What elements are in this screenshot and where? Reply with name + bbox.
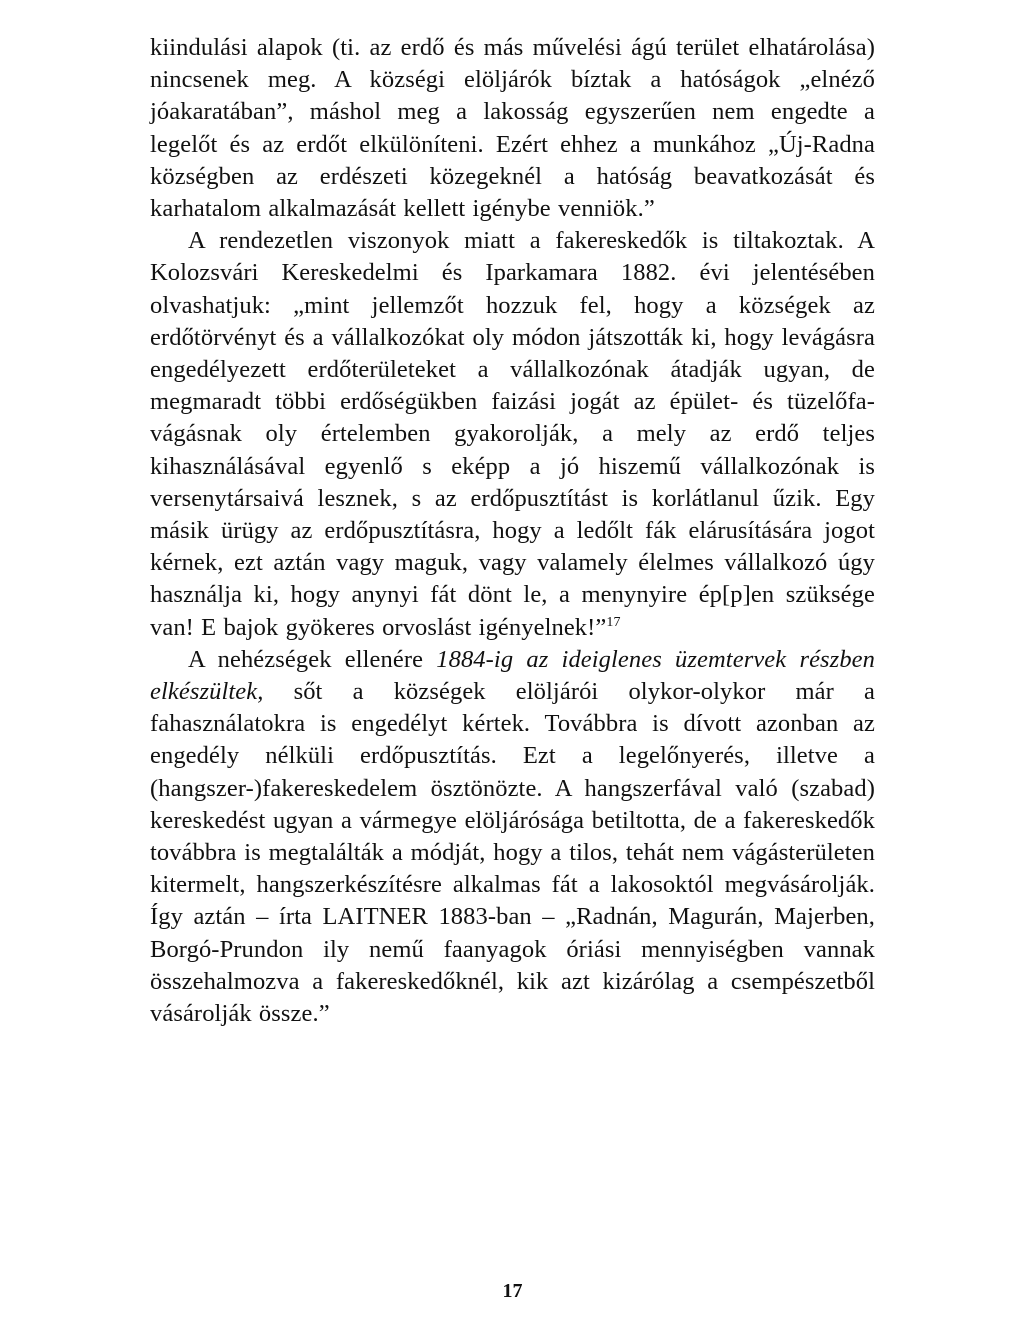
- paragraph-3-text-end: sőt a községek elöljárói olykor-olykor már a fahasználatokra is engedélyt kértek. Továbbra is dívott azonban az engedély nélküli erdőpusztítás. Ezt a legelőnyerés, illetve a (hangszer-)fakereskedelem ösztönözte. A hangszerfával való (szabad) kereskedést ugyan a vármegye elöljárósága betiltotta, de a fakereskedők továbbra is megtalálták a módját, hogy a tilos, tehát nem vágásterületen kitermelt, hangszerkészítésre alkalmas fát a lakosoktól megvásárolják. Így aztán – írta LAITNER 1883-ban – „Radnán, Magurán, Majerben, Borgó-Prundon ily nemű faanyagok óriási mennyiségben vannak összehalmozva a fakereskedőknél, kik azt kizárólag a csempészetből vásárolják össze.”: [150, 678, 875, 1028]
- paragraph-2: [150, 225, 875, 644]
- paragraph-3-italic-text: 1884-ig az ideiglenes üzemtervek részben elkészültek,: [150, 645, 875, 706]
- paragraph-3-text-start: A nehézségek ellenére: [188, 645, 437, 673]
- paragraph-1: [150, 32, 875, 225]
- footnote-marker[interactable]: 17: [606, 614, 621, 630]
- document-page: [150, 32, 875, 1312]
- paragraph-2-text: A rendezetlen viszonyok miatt a fakereskedők is tiltakoztak. A Kolozsvári Kereskedelmi és Iparkamara 1882. évi jelentésében olvashatjuk: „mint jellemzőt hozzuk fel, hogy a községek az erdőtörvényt és a vállalkozókat oly módon játszották ki, hogy levágásra engedélyezett erdőterületeket a vállalkozónak átadják ugyan, de megmaradt többi erdőségükben faizási jogát az épület- és tüzelőfa-vágásnak oly értelemben gyakorolják, a mely az erdő teljes kihasználásával egyenlő s eképp a jó hiszemű vállalkozónak is versenytársaivá lesznek, s az erdőpusztítást is korlátlanul űzik. Egy másik ürügy az erdőpusztításra, hogy a ledőlt fák elárusítására jogot kérnek, ezt aztán vagy maguk, vagy valamely élelmes vállalkozó úgy használja ki, hogy anynyi fát dönt le, a menynyire ép[p]en szüksége van! E bajok gyökeres orvoslást igényelnek!”: [150, 227, 875, 641]
- body-text: [150, 32, 875, 1030]
- paragraph-3: [150, 644, 875, 1030]
- paragraph-1-text: kiindulási alapok (ti. az erdő és más művelési ágú terület elhatárolása) nincsenek meg. A községi elöljárók bíztak a hatóságok „elnéző jóakaratában”, máshol meg a lakosság egyszerűen nem engedte a legelőt és az erdőt elkülöníteni. Ezért ehhez a munkához „Új-Radna községben az erdészeti közegeknél a hatóság beavatkozását és karhatalom alkalmazását kellett igénybe venniök.”: [150, 34, 875, 223]
- page-number: 17: [502, 1280, 523, 1302]
